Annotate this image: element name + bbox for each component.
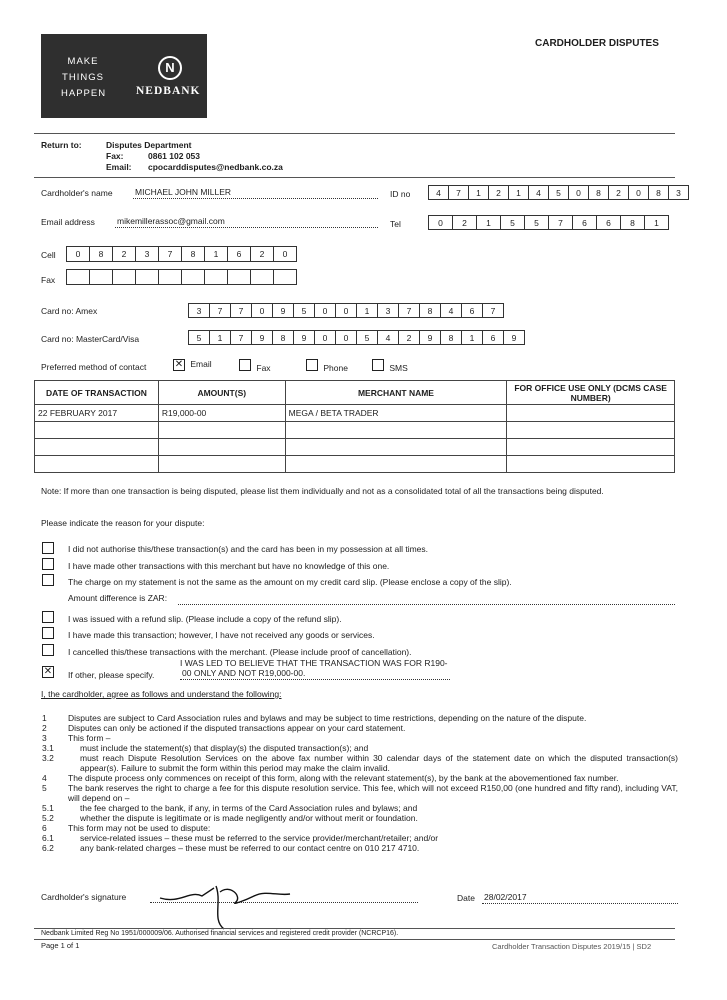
term-text: must include the statement(s) that display(s) the disputed transaction(s); and (80, 743, 369, 753)
fax-digit-box[interactable] (66, 269, 90, 285)
term-number: 3.1 (42, 743, 54, 753)
cell-digit-box[interactable]: 2 (112, 246, 136, 262)
term-number: 4 (42, 773, 47, 783)
other-text-line1: I WAS LED TO BELIEVE THAT THE TRANSACTION WAS FOR R190- (180, 658, 448, 668)
amex-digit-box[interactable]: 5 (293, 303, 315, 318)
term-text: any bank-related charges – these must be referred to our contact centre on 010 217 4710. (80, 843, 420, 853)
reason-checkbox-checked[interactable]: ✕ (43, 666, 53, 677)
term-item (42, 783, 678, 803)
table-cell[interactable] (35, 456, 159, 473)
table-row (35, 456, 675, 473)
return-divider (34, 177, 675, 178)
handwritten-signature (150, 874, 310, 932)
return-to-label: Return to: (41, 140, 82, 150)
table-cell[interactable] (285, 456, 507, 473)
amex-digit-box[interactable]: 3 (188, 303, 210, 318)
fax-digit-box[interactable] (89, 269, 113, 285)
mastercard-card-boxes[interactable] (188, 330, 524, 345)
amex-digit-box[interactable]: 9 (272, 303, 294, 318)
id-digit-box[interactable]: 8 (648, 185, 669, 200)
term-number: 6.1 (42, 833, 54, 843)
reason-text: I have made this transaction; however, I have not received any goods or services. (68, 630, 375, 640)
fax-digit-box[interactable] (250, 269, 274, 285)
date-label: Date (457, 893, 475, 903)
table-cell[interactable]: MEGA / BETA TRADER (285, 405, 507, 422)
id-digit-box[interactable]: 1 (468, 185, 489, 200)
footer-form-ref: Cardholder Transaction Disputes 2019/15 | SD2 (492, 942, 652, 951)
table-cell[interactable] (158, 439, 285, 456)
header-divider (34, 133, 675, 134)
return-email-label: Email: (106, 162, 132, 172)
mastercard-digit-box[interactable]: 8 (272, 330, 294, 345)
term-number: 5 (42, 783, 47, 793)
reason-text: I did not authorise this/these transaction(s) and the card has been in my possession at all times. (68, 544, 429, 554)
tel-label: Tel (390, 219, 401, 229)
mastercard-digit-box[interactable]: 7 (230, 330, 252, 345)
fax-digit-box[interactable] (273, 269, 297, 285)
id-digit-box[interactable]: 7 (448, 185, 469, 200)
tel-digit-box[interactable]: 6 (596, 215, 621, 230)
term-text: the fee charged to the bank, if any, in terms of the Card Association rules and bylaws; and (80, 803, 418, 813)
term-text: The dispute process only commences on receipt of this form, along with the relevant statement(s), by the bank at the abovementioned fax number. (68, 773, 619, 783)
sms-checkbox[interactable] (372, 359, 384, 371)
term-item (42, 833, 678, 843)
email-label: Email address (41, 217, 95, 227)
header-merchant: MERCHANT NAME (285, 381, 507, 405)
cell-digit-box[interactable]: 1 (204, 246, 228, 262)
header-amount: AMOUNT(S) (158, 381, 285, 405)
reason-checkbox[interactable] (42, 644, 54, 656)
agree-heading: I, the cardholder, agree as follows and understand the following: (41, 689, 282, 699)
fax-number-boxes[interactable] (66, 269, 296, 285)
table-cell[interactable] (285, 422, 507, 439)
mastercard-digit-box[interactable]: 9 (503, 330, 525, 345)
term-number: 6 (42, 823, 47, 833)
cell-digit-box[interactable]: 8 (181, 246, 205, 262)
table-cell[interactable] (507, 439, 675, 456)
amex-digit-box[interactable]: 1 (356, 303, 378, 318)
term-item (42, 713, 678, 723)
name-field[interactable]: MICHAEL JOHN MILLER (133, 187, 378, 199)
cell-digit-box[interactable]: 6 (227, 246, 251, 262)
table-cell[interactable]: 22 FEBRUARY 2017 (35, 405, 159, 422)
name-label: Cardholder's name (41, 188, 113, 198)
reason-checkbox[interactable] (42, 542, 54, 554)
cell-digit-box[interactable]: 3 (135, 246, 159, 262)
form-title: CARDHOLDER DISPUTES (535, 38, 659, 49)
term-item (42, 803, 678, 813)
fax-digit-box[interactable] (112, 269, 136, 285)
table-row (35, 405, 675, 422)
table-cell[interactable] (507, 456, 675, 473)
mastercard-digit-box[interactable]: 0 (335, 330, 357, 345)
tel-digit-box[interactable]: 5 (524, 215, 549, 230)
fax-digit-box[interactable] (227, 269, 251, 285)
table-row (35, 422, 675, 439)
amex-digit-box[interactable]: 7 (398, 303, 420, 318)
term-number: 1 (42, 713, 47, 723)
return-fax: 0861 102 053 (148, 151, 200, 161)
reason-item[interactable] (42, 574, 54, 588)
logo-tagline: MAKE THINGS HAPPEN (61, 56, 107, 99)
amex-digit-box[interactable]: 3 (377, 303, 399, 318)
id-label: ID no (390, 189, 411, 199)
table-cell[interactable] (35, 422, 159, 439)
term-text: must reach Dispute Resolution Services on the above fax number within 30 calendar days of the statement date on which the disputed transaction(s) appear(s). Failure to submit the form within this period may make the claim invalid. (80, 753, 678, 773)
tel-number-boxes[interactable] (428, 215, 668, 230)
cell-digit-box[interactable]: 2 (250, 246, 274, 262)
id-digit-box[interactable]: 5 (548, 185, 569, 200)
reason-text: I was issued with a refund slip. (Please include a copy of the refund slip). (68, 614, 342, 624)
reason-text: I cancelled this/these transactions with the merchant. (Please include proof of cancellation). (68, 647, 412, 657)
fax-digit-box[interactable] (135, 269, 159, 285)
amex-digit-box[interactable]: 4 (440, 303, 462, 318)
tel-digit-box[interactable]: 5 (500, 215, 525, 230)
amex-digit-box[interactable]: 0 (251, 303, 273, 318)
footer-divider-2 (34, 939, 675, 940)
tel-digit-box[interactable]: 2 (452, 215, 477, 230)
amount-diff-label: Amount difference is ZAR: (68, 593, 168, 603)
reason-item[interactable] (42, 666, 54, 678)
footer-page: Page 1 of 1 (41, 941, 80, 950)
cell-label: Cell (41, 250, 56, 260)
amount-diff-field[interactable] (178, 593, 675, 605)
reason-checkbox[interactable] (42, 627, 54, 639)
tel-digit-box[interactable]: 6 (572, 215, 597, 230)
id-digit-box[interactable]: 0 (568, 185, 589, 200)
table-cell[interactable] (507, 405, 675, 422)
term-item (42, 753, 678, 773)
contact-option-label: Email (190, 359, 212, 369)
term-item (42, 743, 678, 753)
term-text: This form may not be used to dispute: (68, 823, 211, 833)
amex-digit-box[interactable]: 7 (230, 303, 252, 318)
mastercard-digit-box[interactable]: 9 (419, 330, 441, 345)
term-item (42, 723, 678, 733)
amex-digit-box[interactable]: 7 (209, 303, 231, 318)
terms-list (42, 713, 678, 853)
reason-item[interactable] (42, 644, 54, 658)
reason-text: I have made other transactions with this merchant but have no knowledge of this one. (68, 561, 390, 571)
mastercard-label: Card no: MasterCard/Visa (41, 334, 140, 344)
term-number: 2 (42, 723, 47, 733)
term-item (42, 823, 678, 833)
fax-checkbox[interactable] (239, 359, 251, 371)
contact-label: Preferred method of contact (41, 362, 147, 372)
mastercard-digit-box[interactable]: 1 (461, 330, 483, 345)
mastercard-digit-box[interactable]: 2 (398, 330, 420, 345)
id-digit-box[interactable]: 8 (588, 185, 609, 200)
tel-digit-box[interactable]: 7 (548, 215, 573, 230)
cell-digit-box[interactable]: 0 (66, 246, 90, 262)
phone-checkbox[interactable] (306, 359, 318, 371)
table-cell[interactable] (158, 422, 285, 439)
id-digit-box[interactable]: 2 (488, 185, 509, 200)
header-date: DATE OF TRANSACTION (35, 381, 159, 405)
contact-option-sms[interactable] (372, 359, 408, 373)
cell-number-boxes[interactable] (66, 246, 296, 262)
table-cell[interactable]: R19,000-00 (158, 405, 285, 422)
contact-option-label: Phone (323, 363, 348, 373)
term-text: This form – (68, 733, 111, 743)
reason-item[interactable] (42, 627, 54, 641)
footer-divider (34, 928, 675, 929)
amex-card-boxes[interactable] (188, 303, 503, 318)
id-number-boxes[interactable] (428, 185, 688, 200)
term-text: Disputes can only be actioned if the disputed transactions appear on your card statement. (68, 723, 406, 733)
nedbank-emblem-icon: N (158, 56, 182, 80)
tel-digit-box[interactable]: 1 (476, 215, 501, 230)
mastercard-digit-box[interactable]: 5 (356, 330, 378, 345)
term-number: 5.2 (42, 813, 54, 823)
term-text: whether the dispute is legitimate or is made negligently and/or without merit or foundation. (80, 813, 418, 823)
table-row (35, 439, 675, 456)
reason-item[interactable] (42, 558, 54, 572)
table-cell[interactable] (285, 439, 507, 456)
term-item (42, 843, 678, 853)
reason-text: If other, please specify. (68, 670, 155, 680)
mastercard-digit-box[interactable]: 6 (482, 330, 504, 345)
fax-digit-box[interactable] (158, 269, 182, 285)
mastercard-digit-box[interactable]: 1 (209, 330, 231, 345)
other-text-line2[interactable]: 00 ONLY AND NOT R19,000-00. (180, 668, 450, 680)
reason-item[interactable] (42, 542, 54, 556)
reason-text: The charge on my statement is not the same as the amount on my credit card slip. (Please enclose a copy of the slip). (68, 577, 512, 587)
logo-brand: NEDBANK (136, 85, 201, 97)
transactions-table (34, 380, 675, 473)
reason-item[interactable] (42, 611, 54, 625)
reason-heading: Please indicate the reason for your dispute: (41, 518, 205, 528)
cell-digit-box[interactable]: 8 (89, 246, 113, 262)
fax-label: Fax (41, 275, 56, 285)
mastercard-digit-box[interactable]: 0 (314, 330, 336, 345)
email-field[interactable]: mikemillerassoc@gmail.com (115, 216, 378, 228)
table-cell[interactable] (507, 422, 675, 439)
reason-checkbox[interactable] (42, 611, 54, 623)
term-number: 5.1 (42, 803, 54, 813)
fax-digit-box[interactable] (204, 269, 228, 285)
table-cell[interactable] (35, 439, 159, 456)
id-digit-box[interactable]: 1 (508, 185, 529, 200)
table-cell[interactable] (158, 456, 285, 473)
cell-digit-box[interactable]: 7 (158, 246, 182, 262)
term-item (42, 813, 678, 823)
nedbank-logo (41, 34, 207, 118)
term-item (42, 733, 678, 743)
footer-reg: Nedbank Limited Reg No 1951/000009/06. Authorised financial services and registered credit provider (NCRCP16). (41, 930, 399, 937)
amex-digit-box[interactable]: 0 (314, 303, 336, 318)
id-digit-box[interactable]: 2 (608, 185, 629, 200)
contact-option-email[interactable] (173, 359, 212, 371)
reason-checkbox[interactable] (42, 574, 54, 586)
id-digit-box[interactable]: 3 (668, 185, 689, 200)
mastercard-digit-box[interactable]: 5 (188, 330, 210, 345)
id-digit-box[interactable]: 4 (528, 185, 549, 200)
signature-label: Cardholder's signature (41, 892, 127, 902)
term-item (42, 773, 678, 783)
mastercard-digit-box[interactable]: 9 (251, 330, 273, 345)
cell-digit-box[interactable]: 0 (273, 246, 297, 262)
tel-digit-box[interactable]: 0 (428, 215, 453, 230)
contact-option-phone[interactable] (306, 359, 348, 373)
fax-digit-box[interactable] (181, 269, 205, 285)
term-text: Disputes are subject to Card Association rules and bylaws and may be subject to time restrictions, depending on the nature of the dispute. (68, 713, 587, 723)
amex-label: Card no: Amex (41, 306, 98, 316)
tel-digit-box[interactable]: 8 (620, 215, 645, 230)
return-email: cpocarddisputes@nedbank.co.za (148, 162, 283, 172)
term-number: 3 (42, 733, 47, 743)
amex-digit-box[interactable]: 0 (335, 303, 357, 318)
return-fax-label: Fax: (106, 151, 124, 161)
reason-checkbox[interactable] (42, 558, 54, 570)
term-number: 6.2 (42, 843, 54, 853)
amex-digit-box[interactable]: 7 (482, 303, 504, 318)
note-text: Note: If more than one transaction is being disputed, please list them individually and not as a consolidated total of all the transactions being disputed. (41, 486, 604, 496)
term-number: 3.2 (42, 753, 54, 763)
contact-option-label: Fax (256, 363, 271, 373)
email-checkbox[interactable]: ✕ (174, 359, 184, 370)
tel-digit-box[interactable]: 1 (644, 215, 669, 230)
date-field[interactable]: 28/02/2017 (482, 892, 678, 904)
header-office-use: FOR OFFICE USE ONLY (DCMS CASE NUMBER) (507, 381, 675, 405)
id-digit-box[interactable]: 0 (628, 185, 649, 200)
table-header-row (35, 381, 675, 405)
mastercard-digit-box[interactable]: 4 (377, 330, 399, 345)
amex-digit-box[interactable]: 8 (419, 303, 441, 318)
term-text: service-related issues – these must be referred to the service provider/merchant/retailer; and/or (80, 833, 439, 843)
id-digit-box[interactable]: 4 (428, 185, 449, 200)
mastercard-digit-box[interactable]: 9 (293, 330, 315, 345)
contact-option-label: SMS (389, 363, 408, 373)
term-text: The bank reserves the right to charge a fee for this dispute resolution service. This fee, which will not exceed R150,00 (one hundred and fifty rand), including VAT, will depend on – (68, 783, 678, 803)
mastercard-digit-box[interactable]: 8 (440, 330, 462, 345)
contact-option-fax[interactable] (239, 359, 271, 373)
amex-digit-box[interactable]: 6 (461, 303, 483, 318)
return-department: Disputes Department (106, 140, 192, 150)
